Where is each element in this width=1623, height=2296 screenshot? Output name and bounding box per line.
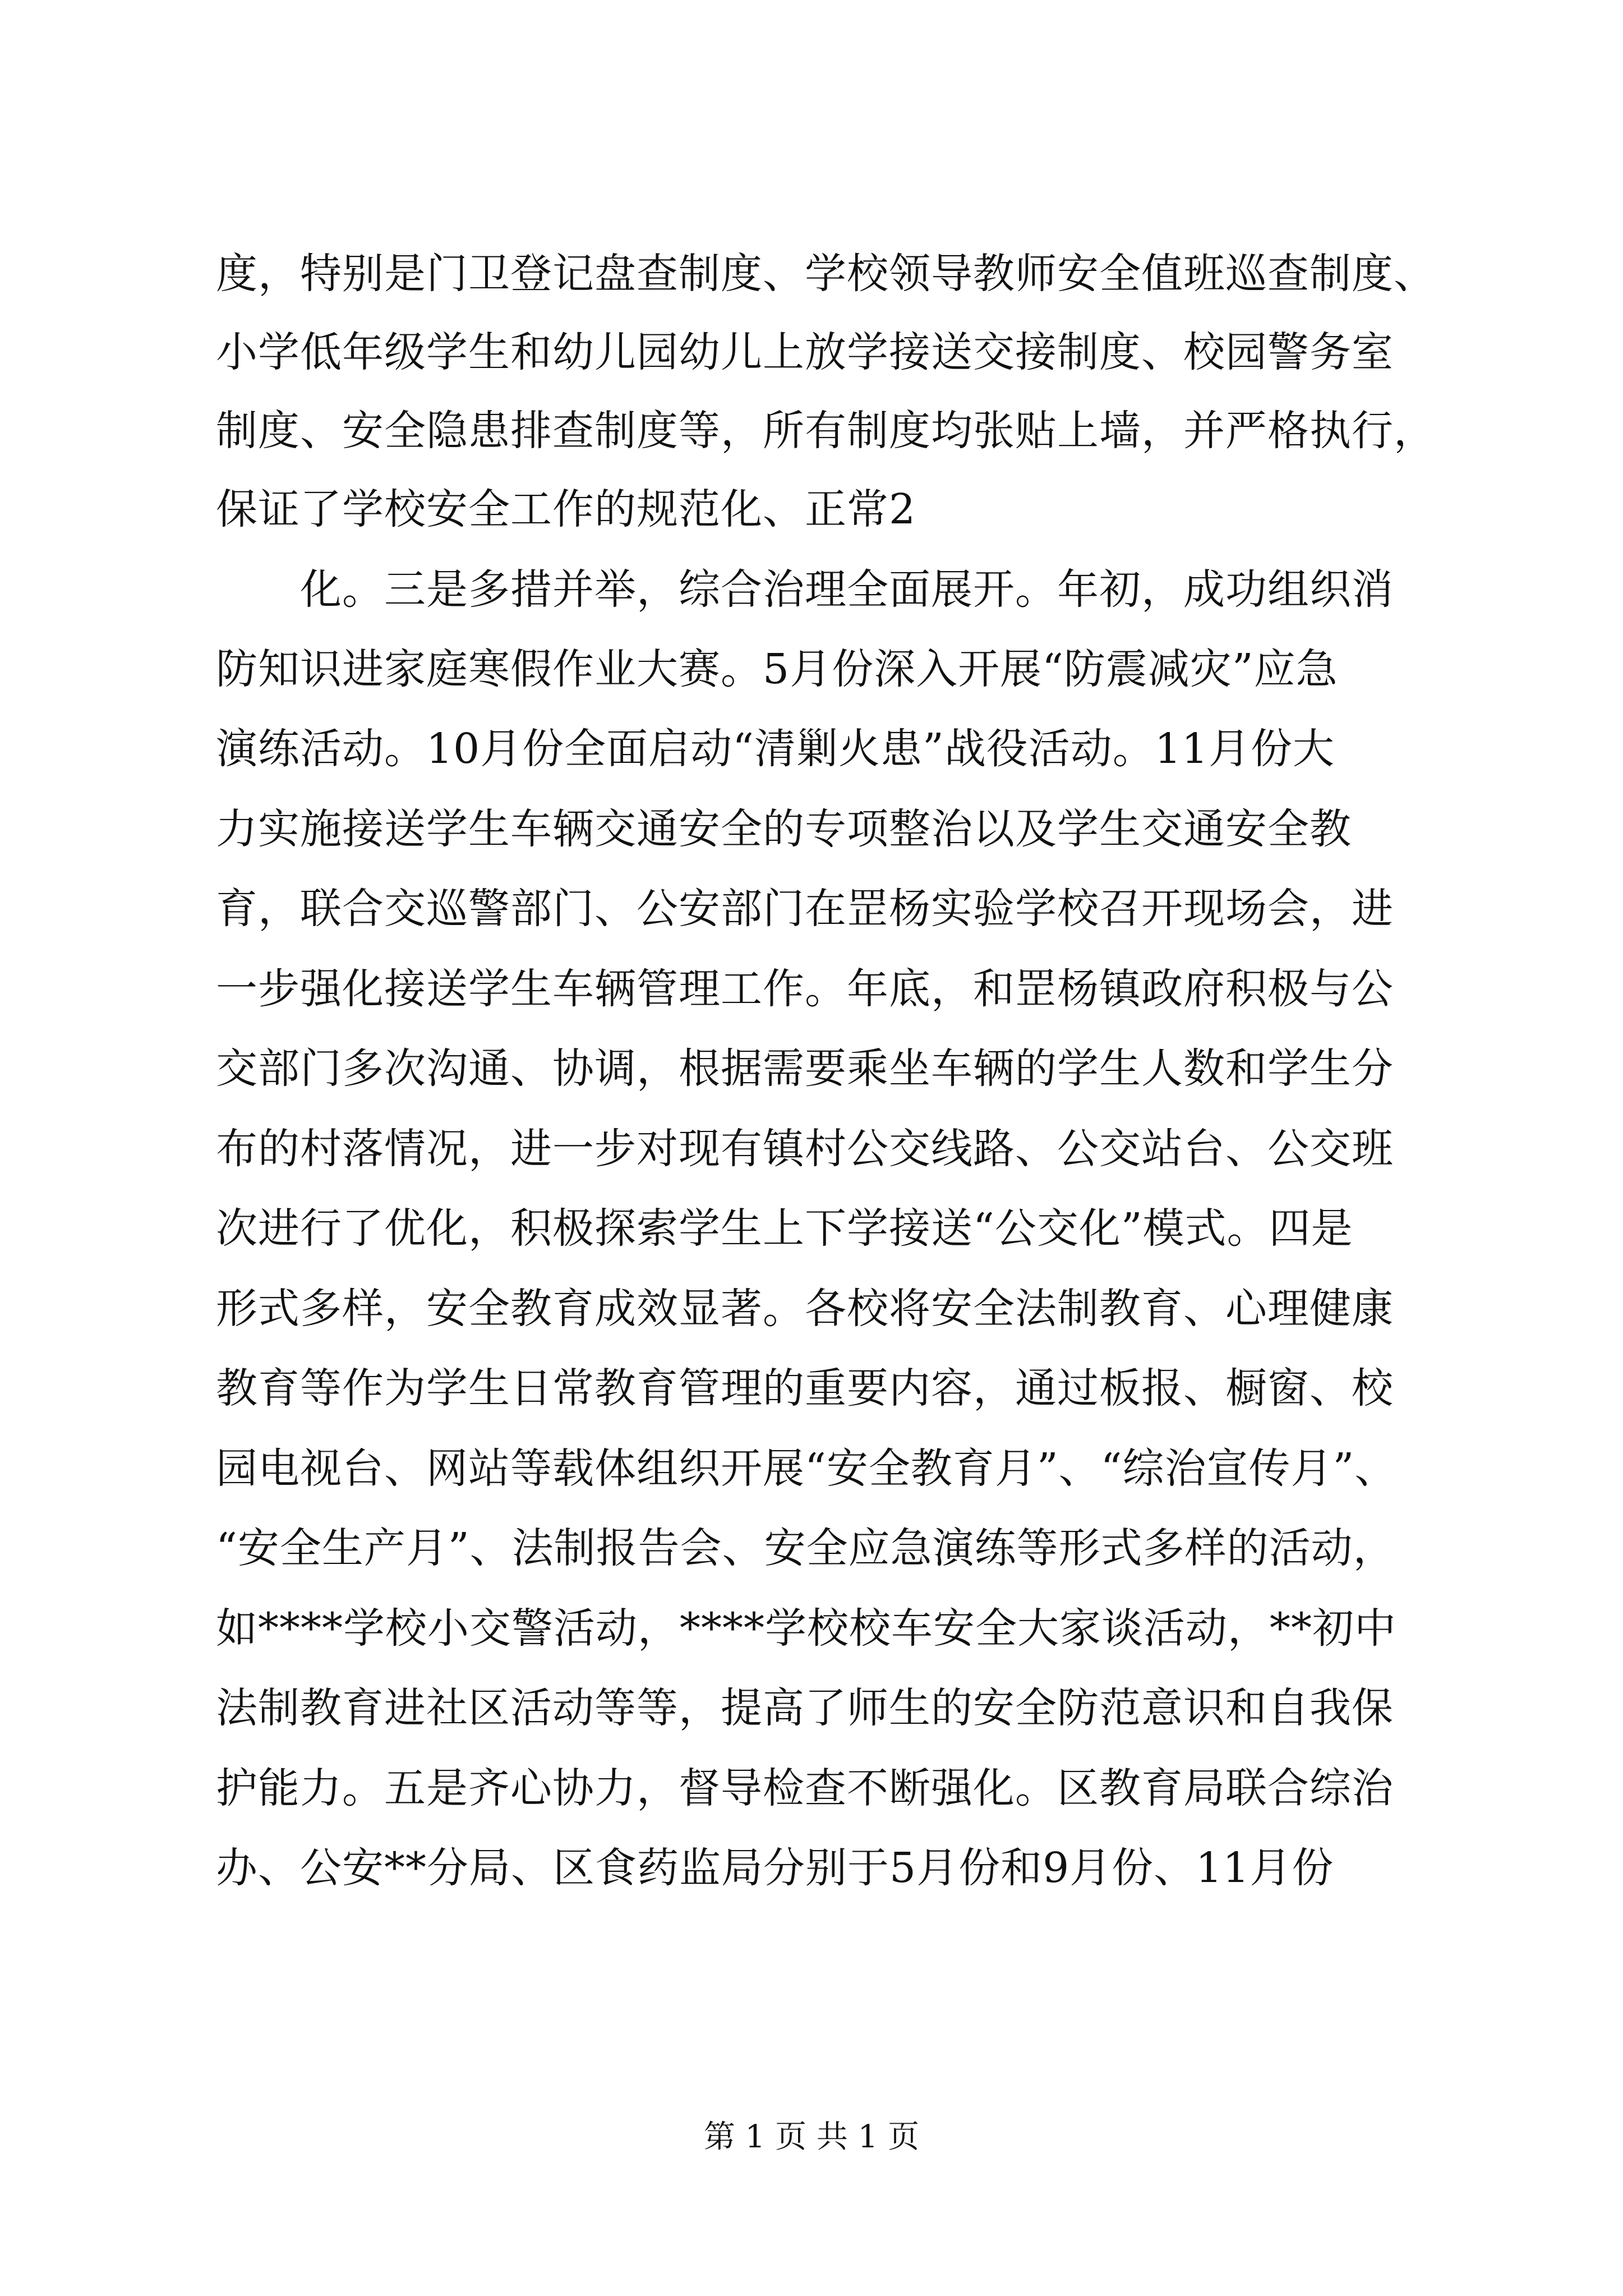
page-number-footer: 第 1 页 共 1 页 [703,2119,920,2155]
text-line: 园电视台、网站等载体组织开展“安全教育月”、“综治宣传月”、 [216,1444,1397,1493]
text-line: 如****学校小交警活动，****学校校车安全大家谈活动，**初中 [216,1604,1396,1653]
text-line: 演练活动。10月份全面启动“清剿火患”战役活动。11月份大 [216,725,1335,773]
text-line: 护能力。五是齐心协力，督导检查不断强化。区教育局联合综治 [216,1764,1394,1812]
text-line: 制度、安全隐患排查制度等，所有制度均张贴上墙，并严格执行， [216,407,1436,455]
text-line: 形式多样，安全教育成效显著。各校将安全法制教育、心理健康 [216,1285,1394,1333]
text-line: 防知识进家庭寒假作业大赛。5月份深入开展“防震减灾”应急 [216,645,1338,693]
text-line: 保证了学校安全工作的规范化、正常2 [216,485,916,533]
text-line: 法制教育进社区活动等等，提高了师生的安全防范意识和自我保 [216,1684,1394,1732]
paragraph-first-line: 化。三是多措并举，综合治理全面展开。年初，成功组织消 [300,565,1394,614]
text-line: 教育等作为学生日常教育管理的重要内容，通过板报、橱窗、校 [216,1364,1394,1412]
text-line: 布的村落情况，进一步对现有镇村公交线路、公交站台、公交班 [216,1125,1394,1173]
text-line: 力实施接送学生车辆交通安全的专项整治以及学生交通安全教 [216,805,1352,853]
text-line: 交部门多次沟通、协调，根据需要乘坐车辆的学生人数和学生分 [216,1045,1394,1093]
text-line: 度，特别是门卫登记盘查制度、学校领导教师安全值班巡查制度、 [216,250,1436,298]
text-line: 小学低年级学生和幼儿园幼儿上放学接送交接制度、校园警务室 [216,328,1394,376]
text-line: 育，联合交巡警部门、公安部门在罡杨实验学校召开现场会，进 [216,885,1394,933]
text-line: 办、公安**分局、区食药监局分别于5月份和9月份、11月份 [216,1844,1334,1892]
text-line: 一步强化接送学生车辆管理工作。年底，和罡杨镇政府积极与公 [216,965,1394,1013]
text-line: “安全生产月”、法制报告会、安全应急演练等形式多样的活动， [216,1524,1395,1572]
text-line: 次进行了优化，积极探索学生上下学接送“公交化”模式。四是 [216,1204,1353,1253]
